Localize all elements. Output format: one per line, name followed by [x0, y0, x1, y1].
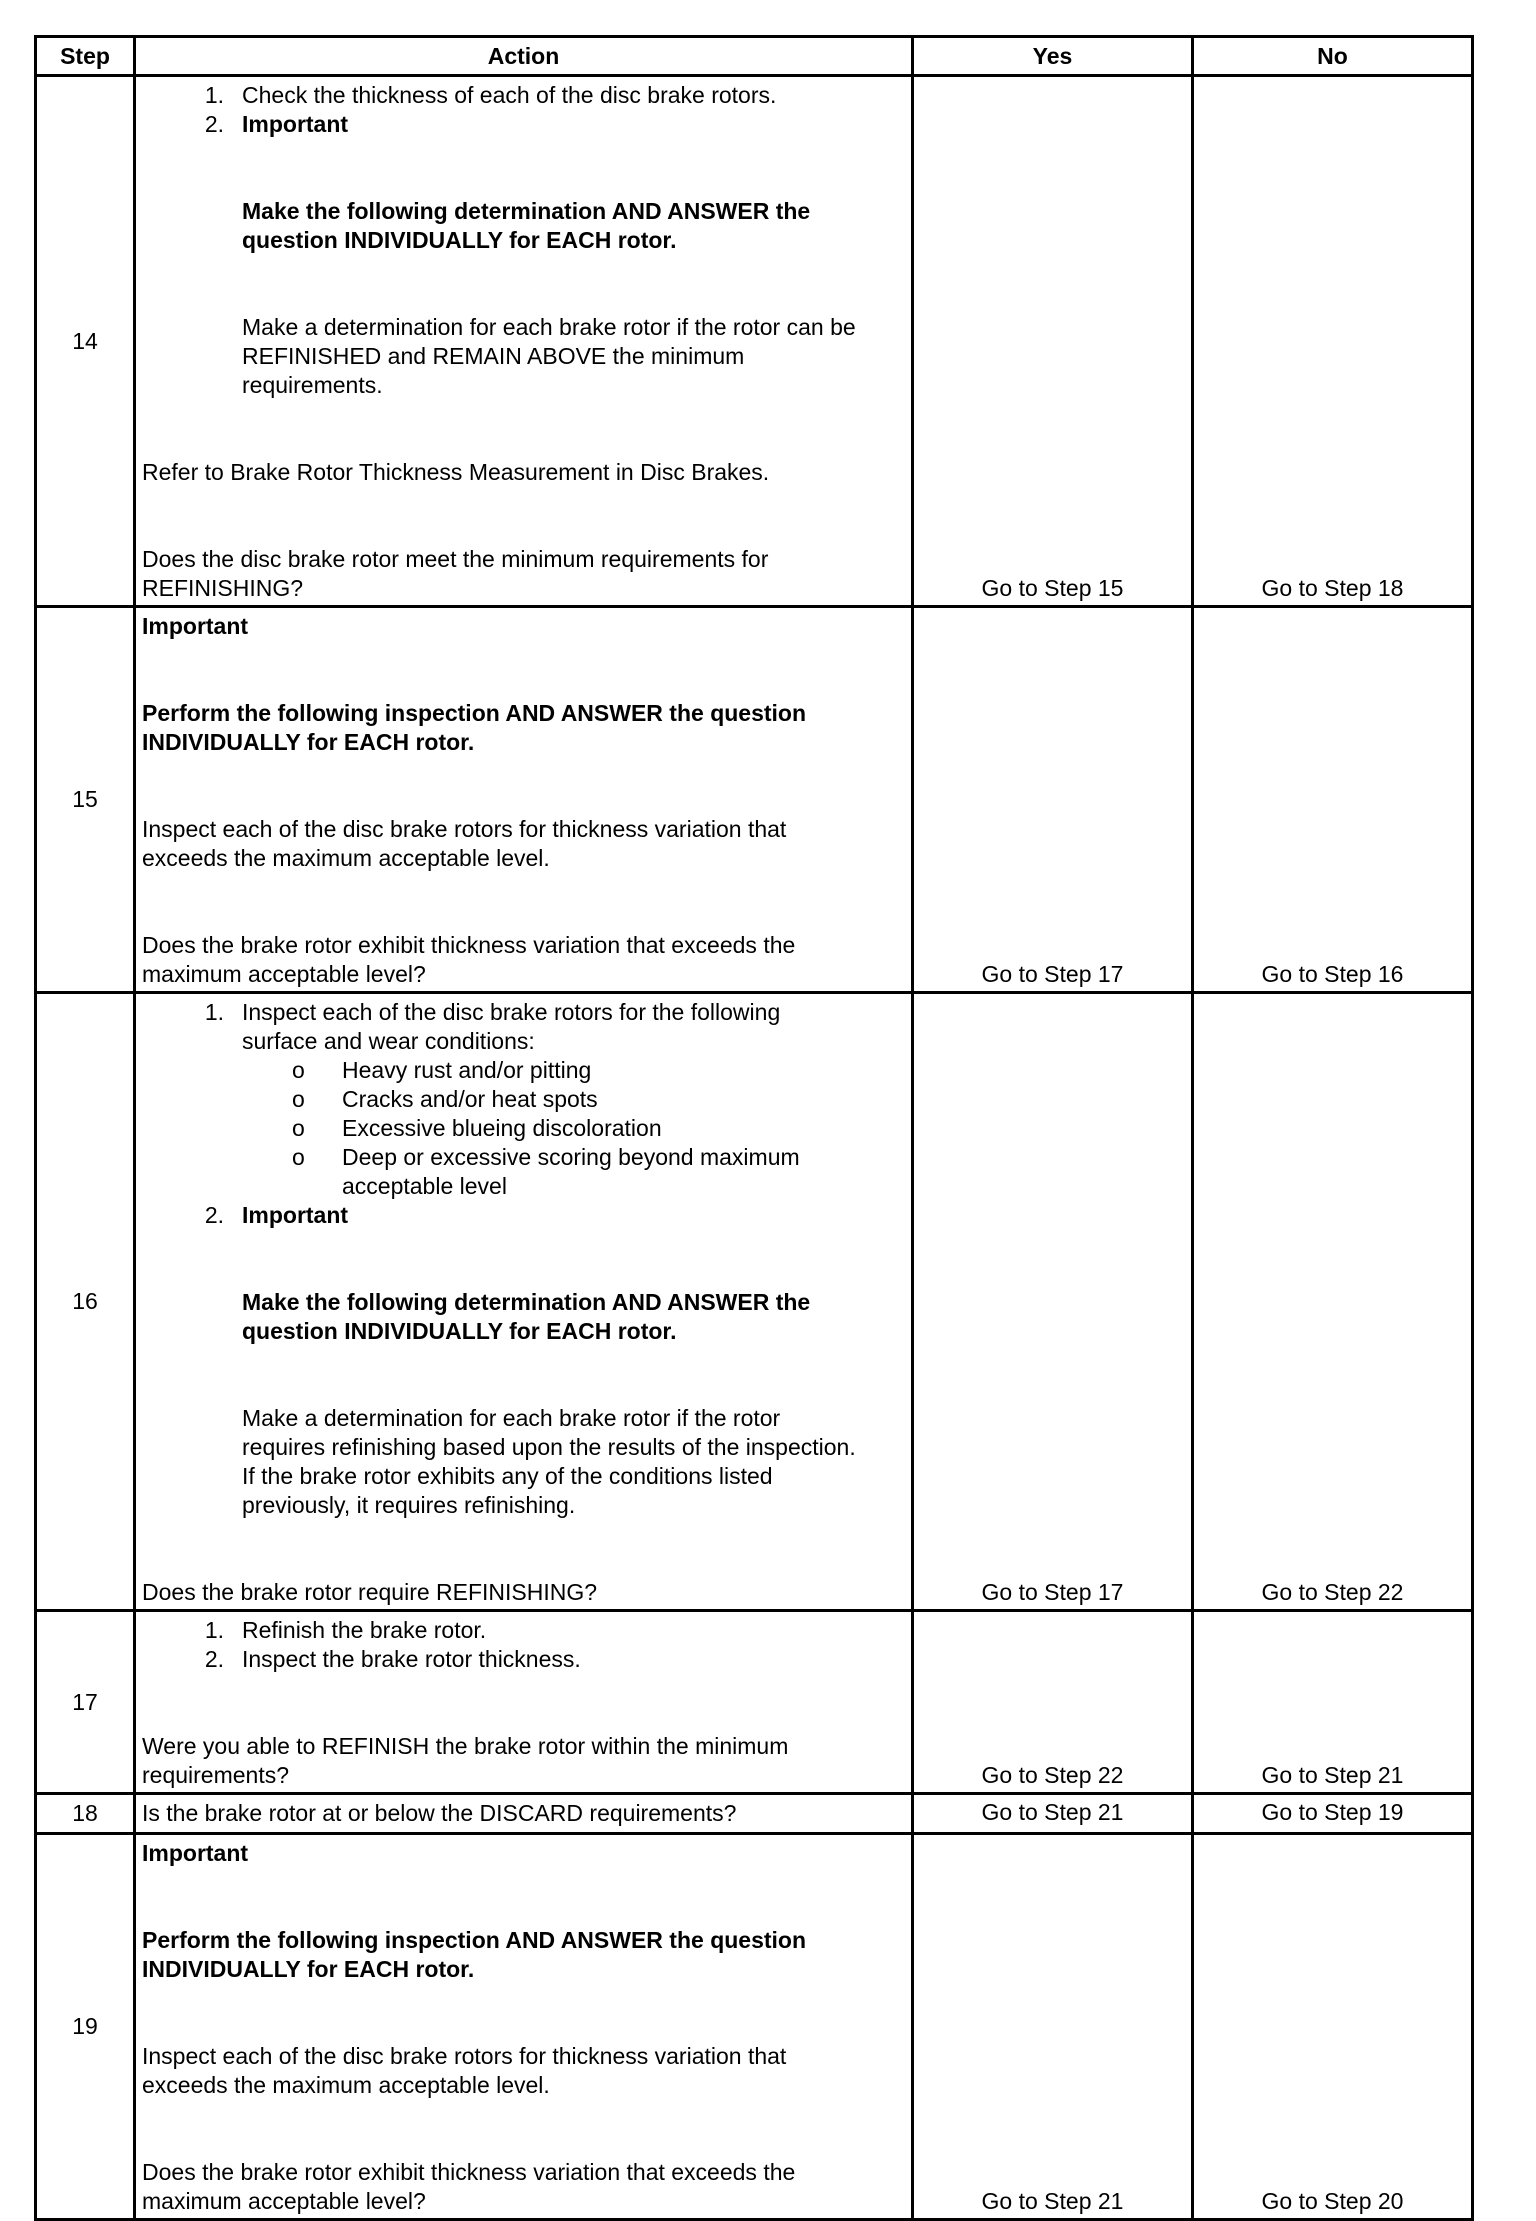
- table-row: [36, 607, 1473, 993]
- determination-text: Make a determination for each brake rotor if the rotor can be: [242, 314, 856, 340]
- table-row: [36, 1794, 1473, 1834]
- step-number: 18: [36, 1794, 135, 1834]
- yes-link[interactable]: Go to Step 21: [913, 1834, 1193, 2220]
- no-link[interactable]: Go to Step 22: [1193, 993, 1473, 1611]
- question-text: Does the brake rotor exhibit thickness variation that exceeds the: [142, 2159, 796, 2185]
- step-number: 19: [36, 1834, 135, 2220]
- yes-link[interactable]: Go to Step 17: [913, 993, 1193, 1611]
- bullet-item: o Heavy rust and/or pitting: [292, 1057, 592, 1083]
- table-row: [36, 1611, 1473, 1794]
- bullet-item: o Deep or excessive scoring beyond maximum acceptable level: [292, 1144, 800, 1199]
- determination-text: Make a determination for each brake rotor if the rotor: [242, 1405, 781, 1431]
- header-action: Action: [135, 37, 913, 76]
- bold-note: Make the following determination AND ANSWER the: [242, 198, 811, 224]
- step-number: 16: [36, 993, 135, 1611]
- header-row: [36, 37, 1473, 76]
- question-text: Does the disc brake rotor meet the minimum requirements for: [142, 546, 769, 572]
- bold-note: Perform the following inspection AND ANSWER the question: [142, 700, 807, 726]
- question-text: Does the brake rotor require REFINISHING?: [142, 1579, 598, 1605]
- yes-link[interactable]: Go to Step 17: [913, 607, 1193, 993]
- action-cell: 1. Refinish the brake rotor. 2. Inspect the brake rotor thickness. Were you able to REFINISH the brake rotor within the minimum requirements?: [135, 1611, 913, 1794]
- list-item: 1. Inspect each of the disc brake rotors for the following surface and wear conditions:: [204, 999, 781, 1054]
- list-item: 2. Important: [204, 111, 349, 137]
- list-item: 2. Inspect the brake rotor thickness.: [204, 1646, 581, 1672]
- list-item: 2. Important: [204, 1202, 349, 1228]
- bold-note: Make the following determination AND ANSWER the: [242, 1289, 811, 1315]
- action-cell: 1. Check the thickness of each of the disc brake rotors. 2. Important Make the following determination AND ANSWER the question INDIVIDUALLY for EACH rotor. Make a determination for each brake rotor if the rotor can be REFINISHED and REMAIN ABOVE the minimum requirements. Refer to Brake Rotor Thickness Measurement in Disc Brakes. Does the disc brake rotor meet the minimum requirements for REFINISHING?: [135, 76, 913, 607]
- table-row: [36, 76, 1473, 607]
- question-text: Is the brake rotor at or below the DISCARD requirements?: [142, 1800, 737, 1826]
- inspection-text: Inspect each of the disc brake rotors for thickness variation that: [142, 2043, 787, 2069]
- no-link[interactable]: Go to Step 19: [1193, 1794, 1473, 1834]
- step-number: 15: [36, 607, 135, 993]
- header-step: Step: [36, 37, 135, 76]
- header-no: No: [1193, 37, 1473, 76]
- important-label: Important: [142, 1840, 249, 1866]
- reference-link[interactable]: Refer to Brake Rotor Thickness Measurement in Disc Brakes.: [142, 459, 770, 485]
- table-row: [36, 1834, 1473, 2220]
- diagnostic-table: [34, 35, 1474, 2221]
- no-link[interactable]: Go to Step 18: [1193, 76, 1473, 607]
- table-row: [36, 993, 1473, 1611]
- yes-link[interactable]: Go to Step 15: [913, 76, 1193, 607]
- step-number: 17: [36, 1611, 135, 1794]
- bullet-item: o Excessive blueing discoloration: [292, 1115, 662, 1141]
- yes-link[interactable]: Go to Step 21: [913, 1794, 1193, 1834]
- no-link[interactable]: Go to Step 16: [1193, 607, 1473, 993]
- question-text: Does the brake rotor exhibit thickness variation that exceeds the: [142, 932, 796, 958]
- bullet-item: o Cracks and/or heat spots: [292, 1086, 598, 1112]
- no-link[interactable]: Go to Step 20: [1193, 1834, 1473, 2220]
- step-number: 14: [36, 76, 135, 607]
- important-label: Important: [142, 613, 249, 639]
- list-item: 1. Refinish the brake rotor.: [204, 1617, 487, 1643]
- inspection-text: Inspect each of the disc brake rotors for thickness variation that: [142, 816, 787, 842]
- header-yes: Yes: [913, 37, 1193, 76]
- action-cell: Important Perform the following inspection AND ANSWER the question INDIVIDUALLY for EACH rotor. Inspect each of the disc brake rotors for thickness variation that exceeds the maximum acceptable level. Does the brake rotor exhibit thickness variation that exceeds the maximum acceptable level?: [135, 1834, 913, 2220]
- bold-note: Perform the following inspection AND ANSWER the question: [142, 1927, 807, 1953]
- yes-link[interactable]: Go to Step 22: [913, 1611, 1193, 1794]
- action-cell: Important Perform the following inspection AND ANSWER the question INDIVIDUALLY for EACH rotor. Inspect each of the disc brake rotors for thickness variation that exceeds the maximum acceptable level. Does the brake rotor exhibit thickness variation that exceeds the maximum acceptable level?: [135, 607, 913, 993]
- question-text: Were you able to REFINISH the brake rotor within the minimum: [142, 1733, 789, 1759]
- list-item: 1. Check the thickness of each of the disc brake rotors.: [204, 82, 777, 108]
- action-cell: [135, 1794, 913, 1834]
- no-link[interactable]: Go to Step 21: [1193, 1611, 1473, 1794]
- action-cell: 1. Inspect each of the disc brake rotors for the following surface and wear conditions: o Heavy rust and/or pitting o Cracks and/or heat spots o Excessive blueing discoloration o Deep or excessive scoring beyond maximum acceptable level 2. Important Make the following determination AND ANSWER the question INDIVIDUALLY for EACH rotor. Make a determination for each brake rotor if the rotor requires refinishing based upon the results of the inspection. If the brake rotor exhibits any of the conditions listed previously, it requires refinishing. Does the brake rotor require REFINISHING?: [135, 993, 913, 1611]
